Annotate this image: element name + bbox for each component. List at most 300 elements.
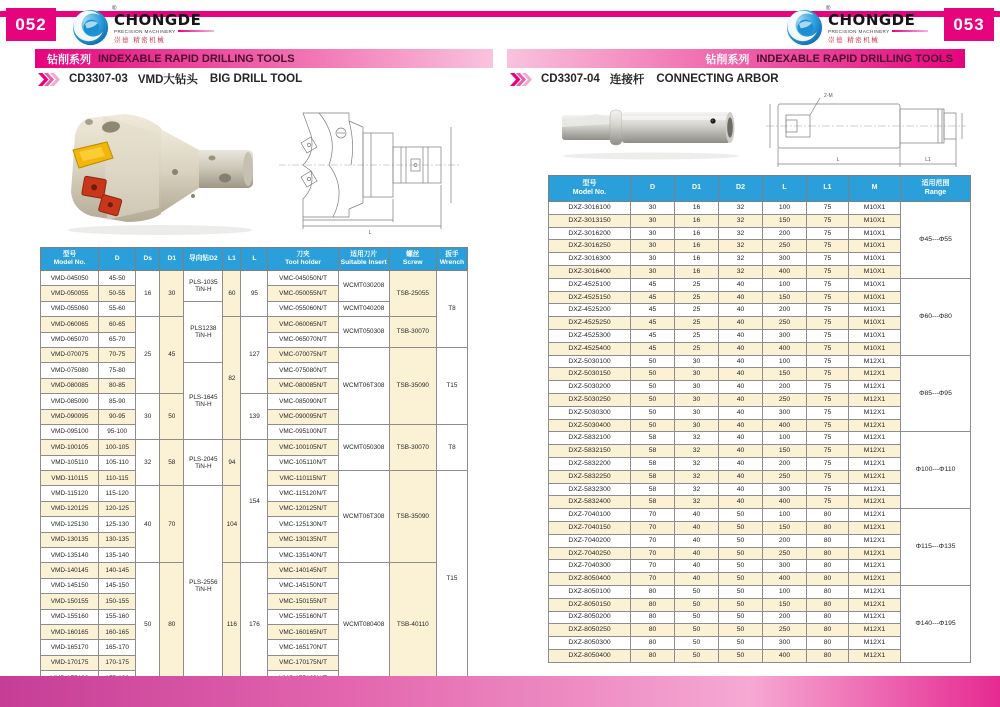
spec-cell: 30 xyxy=(631,253,675,266)
model-cell: DXZ-3016250 xyxy=(549,240,631,253)
brand-name-cn: 崇德 精密机械 xyxy=(114,37,166,45)
column-header: L1 xyxy=(807,176,849,202)
spec-cell: 16 xyxy=(675,227,719,240)
spec-cell: 16 xyxy=(675,214,719,227)
model-cell: DXZ-8050400 xyxy=(549,649,631,662)
series-label-cn: 钻削系列 xyxy=(47,53,91,66)
tool-holder-cell: VMC-170175N/T xyxy=(268,655,338,670)
table-row xyxy=(549,509,971,522)
spec-cell: 40 xyxy=(719,496,763,509)
spec-cell: 200 xyxy=(763,304,807,317)
spec-cell: 80 xyxy=(807,521,849,534)
d-cell: 160-165 xyxy=(99,624,136,639)
d-cell: 150-155 xyxy=(99,594,136,609)
page-number-left: 052 xyxy=(6,8,56,41)
spec-cell: 32 xyxy=(675,496,719,509)
spec-cell: M12X1 xyxy=(849,534,901,547)
spec-cell: 95 xyxy=(241,271,268,317)
model-cell: DXZ-4525100 xyxy=(549,278,631,291)
model-cell: DXZ-4525150 xyxy=(549,291,631,304)
spec-cell: M10X1 xyxy=(849,317,901,330)
brand-subtitle-text: PRECISION MACHINERY xyxy=(828,28,890,34)
series-label-en: INDEXABLE RAPID DRILLING TOOLS xyxy=(756,52,953,65)
d-cell: 115-120 xyxy=(99,486,136,501)
spec-cell: 200 xyxy=(763,457,807,470)
spec-cell: M10X1 xyxy=(849,214,901,227)
d-cell: 145-150 xyxy=(99,578,136,593)
brand-logo-text xyxy=(826,5,928,45)
spec-cell: M12X1 xyxy=(849,419,901,432)
spec-cell: 300 xyxy=(763,253,807,266)
spec-cell: PLS-2556 TiN-H xyxy=(184,486,223,686)
spec-cell: 200 xyxy=(763,381,807,394)
spec-cell: 75 xyxy=(807,445,849,458)
model-cell: DXZ-4525300 xyxy=(549,329,631,342)
spec-cell: M12X1 xyxy=(849,457,901,470)
spec-cell: 80 xyxy=(631,624,675,637)
d-cell: 70-75 xyxy=(99,347,136,362)
model-cell: VMD-145150 xyxy=(41,578,99,593)
spec-cell: 50 xyxy=(675,624,719,637)
brand-subtitle xyxy=(828,29,928,34)
table-row xyxy=(41,317,468,332)
section-title-left xyxy=(38,71,302,87)
spec-cell: 30 xyxy=(675,368,719,381)
spec-cell: 50 xyxy=(675,611,719,624)
spec-cell: 50 xyxy=(719,547,763,560)
spec-cell: 50 xyxy=(719,637,763,650)
series-bar-left xyxy=(35,49,493,68)
d-cell: 105-110 xyxy=(99,455,136,470)
spec-cell: 50 xyxy=(719,509,763,522)
column-header: 型号 Model No. xyxy=(41,248,99,271)
spec-cell: 150 xyxy=(763,214,807,227)
spec-cell: 200 xyxy=(763,611,807,624)
spec-cell: 250 xyxy=(763,624,807,637)
spec-cell: 176 xyxy=(241,563,268,686)
model-cell: DXZ-5030400 xyxy=(549,419,631,432)
spec-cell: 32 xyxy=(675,432,719,445)
model-cell: DXZ-7040200 xyxy=(549,534,631,547)
model-cell: DXZ-3016300 xyxy=(549,253,631,266)
spec-cell: M10X1 xyxy=(849,291,901,304)
spec-cell: M10X1 xyxy=(849,278,901,291)
spec-cell: 45 xyxy=(631,329,675,342)
tool-holder-cell: VMC-065070N/T xyxy=(268,332,338,347)
spec-cell: 25 xyxy=(136,317,160,394)
spec-cell: 30 xyxy=(160,271,184,317)
spec-cell: 25 xyxy=(675,278,719,291)
spec-cell: M10X1 xyxy=(849,227,901,240)
spec-cell: 40 xyxy=(719,368,763,381)
spec-cell: 30 xyxy=(631,265,675,278)
d-cell: 140-145 xyxy=(99,563,136,578)
model-cell: DXZ-3013150 xyxy=(549,214,631,227)
spec-cell: 80 xyxy=(631,611,675,624)
model-cell: DXZ-5030150 xyxy=(549,368,631,381)
column-header: 扳手 Wrench xyxy=(436,248,467,271)
spec-cell: M10X1 xyxy=(849,304,901,317)
spec-cell: T15 xyxy=(436,471,467,686)
spec-cell: 50 xyxy=(719,521,763,534)
column-header: L xyxy=(763,176,807,202)
spec-cell: 80 xyxy=(807,547,849,560)
spec-cell: T8 xyxy=(436,424,467,470)
spec-cell: 300 xyxy=(763,483,807,496)
spec-cell: 70 xyxy=(631,534,675,547)
spec-cell: 400 xyxy=(763,649,807,662)
tool-holder-cell: VMC-085090N/T xyxy=(268,394,338,409)
spec-cell: 75 xyxy=(807,406,849,419)
tool-holder-cell: VMC-105110N/T xyxy=(268,455,338,470)
spec-cell: 300 xyxy=(763,637,807,650)
model-cell: DXZ-5030100 xyxy=(549,355,631,368)
d-cell: 125-130 xyxy=(99,517,136,532)
spec-cell: 80 xyxy=(807,509,849,522)
section-title-right xyxy=(510,71,779,87)
spec-cell: 70 xyxy=(631,560,675,573)
connecting-arbor-photo xyxy=(556,100,751,162)
product-code: CD3307-04 xyxy=(541,73,600,85)
spec-cell: WCMT080408 xyxy=(338,563,389,686)
model-cell: DXZ-4525400 xyxy=(549,342,631,355)
spec-cell: M10X1 xyxy=(849,253,901,266)
spec-cell: 70 xyxy=(631,547,675,560)
tool-holder-cell: VMC-090095N/T xyxy=(268,409,338,424)
spec-cell: 75 xyxy=(807,265,849,278)
spec-cell: 16 xyxy=(675,265,719,278)
spec-cell: 75 xyxy=(807,381,849,394)
model-cell: DXZ-3016100 xyxy=(549,202,631,215)
spec-cell: 80 xyxy=(807,573,849,586)
spec-cell: 16 xyxy=(675,253,719,266)
spec-cell: 50 xyxy=(719,649,763,662)
spec-cell: 104 xyxy=(223,486,241,563)
spec-cell: 45 xyxy=(631,317,675,330)
model-cell: VMD-140145 xyxy=(41,563,99,578)
spec-cell: 300 xyxy=(763,329,807,342)
spec-cell: 400 xyxy=(763,496,807,509)
d-cell: 120-125 xyxy=(99,501,136,516)
spec-cell: 25 xyxy=(675,342,719,355)
registered-mark: ® xyxy=(112,5,117,12)
chongde-globe-icon xyxy=(72,9,109,46)
model-cell: VMD-170175 xyxy=(41,655,99,670)
product-code: CD3307-03 xyxy=(69,73,128,85)
model-cell: VMD-075080 xyxy=(41,363,99,378)
spec-cell: 40 xyxy=(719,432,763,445)
model-cell: VMD-130135 xyxy=(41,532,99,547)
spec-cell: 75 xyxy=(807,202,849,215)
column-header: 螺丝 Screw xyxy=(389,248,436,271)
spec-cell: M12X1 xyxy=(849,547,901,560)
spec-cell: 40 xyxy=(675,560,719,573)
d-cell: 80-85 xyxy=(99,378,136,393)
spec-cell: 40 xyxy=(719,381,763,394)
tool-holder-cell: VMC-155160N/T xyxy=(268,609,338,624)
spec-cell: 70 xyxy=(631,509,675,522)
spec-cell: PLS-1035 TiN-H xyxy=(184,271,223,302)
d-cell: 85-90 xyxy=(99,394,136,409)
tool-holder-cell: VMC-125130N/T xyxy=(268,517,338,532)
tool-holder-cell: VMC-130135N/T xyxy=(268,532,338,547)
spec-cell: TSB-40110 xyxy=(389,563,436,686)
spec-cell: 200 xyxy=(763,227,807,240)
table-body xyxy=(549,202,971,663)
spec-cell: 150 xyxy=(763,368,807,381)
spec-cell: 400 xyxy=(763,265,807,278)
column-header: 导向钻D2 xyxy=(184,248,223,271)
model-cell: VMD-090095 xyxy=(41,409,99,424)
spec-cell: 40 xyxy=(719,304,763,317)
spec-cell: 150 xyxy=(763,445,807,458)
spec-cell: 50 xyxy=(719,585,763,598)
range-cell: Φ100---Φ110 xyxy=(901,432,971,509)
model-cell: DXZ-7040100 xyxy=(549,509,631,522)
model-cell: DXZ-7040150 xyxy=(549,521,631,534)
model-cell: VMD-135140 xyxy=(41,548,99,563)
spec-cell: 75 xyxy=(807,304,849,317)
column-header: L1 xyxy=(223,248,241,271)
spec-cell: 50 xyxy=(631,419,675,432)
brand-logo-text xyxy=(112,5,214,45)
series-label-cn: 钻削系列 xyxy=(705,53,750,66)
spec-cell: 80 xyxy=(807,598,849,611)
spec-cell: 200 xyxy=(763,534,807,547)
spec-cell: 100 xyxy=(763,355,807,368)
spec-cell: 75 xyxy=(807,355,849,368)
spec-cell: 58 xyxy=(631,496,675,509)
spec-cell: M12X1 xyxy=(849,432,901,445)
spec-cell: 75 xyxy=(807,368,849,381)
d-cell: 155-160 xyxy=(99,609,136,624)
model-cell: VMD-065070 xyxy=(41,332,99,347)
spec-cell: 32 xyxy=(675,483,719,496)
model-cell: VMD-080085 xyxy=(41,378,99,393)
spec-cell: 250 xyxy=(763,240,807,253)
spec-cell: 94 xyxy=(223,440,241,486)
spec-cell: 250 xyxy=(763,470,807,483)
spec-cell: 150 xyxy=(763,291,807,304)
spec-cell: 50 xyxy=(719,560,763,573)
spec-cell: 58 xyxy=(631,470,675,483)
model-cell: VMD-055060 xyxy=(41,301,99,316)
triple-chevron-icon xyxy=(38,73,60,86)
spec-cell: 40 xyxy=(675,534,719,547)
d-cell: 90-95 xyxy=(99,409,136,424)
brand-logo-left xyxy=(72,4,214,50)
brand-subtitle xyxy=(114,29,214,34)
spec-cell: TSB-30070 xyxy=(389,424,436,470)
spec-cell: 32 xyxy=(719,265,763,278)
model-cell: DXZ-8050100 xyxy=(549,585,631,598)
column-header: M xyxy=(849,176,901,202)
spec-cell: TSB-25055 xyxy=(389,271,436,317)
spec-cell: M12X1 xyxy=(849,560,901,573)
model-cell: DXZ-4525250 xyxy=(549,317,631,330)
spec-cell: 40 xyxy=(675,573,719,586)
spec-cell: WCMT030208 xyxy=(338,271,389,302)
product-name-cn: VMD大钻头 xyxy=(137,74,198,86)
spec-cell: M12X1 xyxy=(849,406,901,419)
spec-cell: 116 xyxy=(223,563,241,686)
model-cell: DXZ-5832100 xyxy=(549,432,631,445)
spec-cell: 16 xyxy=(675,202,719,215)
d-cell: 60-65 xyxy=(99,317,136,332)
spec-cell: 16 xyxy=(136,271,160,317)
spec-cell: 32 xyxy=(719,214,763,227)
table-header-row xyxy=(549,176,971,202)
d-cell: 75-80 xyxy=(99,363,136,378)
column-header: 适用范围 Range xyxy=(901,176,971,202)
spec-cell: 30 xyxy=(675,393,719,406)
model-cell: VMD-105110 xyxy=(41,455,99,470)
spec-cell: 80 xyxy=(631,649,675,662)
spec-cell: 150 xyxy=(763,521,807,534)
model-cell: DXZ-8050300 xyxy=(549,637,631,650)
model-cell: DXZ-3016200 xyxy=(549,227,631,240)
spec-cell: 58 xyxy=(631,432,675,445)
spec-cell: 30 xyxy=(675,355,719,368)
spec-cell: 30 xyxy=(631,227,675,240)
spec-cell: 100 xyxy=(763,585,807,598)
spec-cell: 30 xyxy=(136,394,160,440)
tool-holder-cell: VMC-055060N/T xyxy=(268,301,338,316)
spec-cell: 50 xyxy=(631,393,675,406)
table-row xyxy=(549,355,971,368)
model-cell: DXZ-8050250 xyxy=(549,624,631,637)
spec-cell: PLS-1645 TiN-H xyxy=(184,363,223,440)
spec-cell: 40 xyxy=(719,406,763,419)
d-cell: 55-60 xyxy=(99,301,136,316)
model-cell: DXZ-7040300 xyxy=(549,560,631,573)
brand-name: CHONGDE xyxy=(114,10,202,29)
spec-cell: 40 xyxy=(719,483,763,496)
tool-holder-cell: VMC-075080N/T xyxy=(268,363,338,378)
tool-holder-cell: VMC-100105N/T xyxy=(268,440,338,455)
spec-cell: 300 xyxy=(763,560,807,573)
table-body xyxy=(41,271,468,687)
spec-cell: 50 xyxy=(631,406,675,419)
spec-cell: M12X1 xyxy=(849,368,901,381)
tool-holder-cell: VMC-045050N/T xyxy=(268,271,338,286)
spec-cell: M12X1 xyxy=(849,521,901,534)
spec-cell: 40 xyxy=(719,342,763,355)
spec-cell: 80 xyxy=(807,649,849,662)
spec-cell: 50 xyxy=(719,573,763,586)
d-cell: 165-170 xyxy=(99,640,136,655)
range-cell: Φ85---Φ95 xyxy=(901,355,971,432)
product-name-cn: 连接杆 xyxy=(609,74,645,86)
spec-cell: 32 xyxy=(719,240,763,253)
spec-cell: 150 xyxy=(763,598,807,611)
model-cell: DXZ-5030200 xyxy=(549,381,631,394)
model-cell: VMD-115120 xyxy=(41,486,99,501)
spec-cell: 50 xyxy=(675,637,719,650)
spec-cell: M12X1 xyxy=(849,470,901,483)
spec-cell: 30 xyxy=(631,214,675,227)
spec-cell: 139 xyxy=(241,394,268,440)
spec-cell: 32 xyxy=(719,253,763,266)
range-cell: Φ115---Φ135 xyxy=(901,509,971,586)
spec-cell: 45 xyxy=(160,317,184,394)
spec-cell: 75 xyxy=(807,214,849,227)
spec-cell: 32 xyxy=(719,202,763,215)
spec-cell: M12X1 xyxy=(849,496,901,509)
spec-cell: 250 xyxy=(763,393,807,406)
spec-cell: 75 xyxy=(807,393,849,406)
series-bar-right xyxy=(507,49,965,68)
d-cell: 130-135 xyxy=(99,532,136,547)
spec-cell: 60 xyxy=(223,271,241,317)
spec-cell: T15 xyxy=(436,347,467,424)
spec-cell: 40 xyxy=(719,470,763,483)
spec-cell: 25 xyxy=(675,329,719,342)
spec-cell: 50 xyxy=(719,624,763,637)
tool-holder-cell: VMC-160165N/T xyxy=(268,624,338,639)
spec-cell: 75 xyxy=(807,496,849,509)
model-cell: VMD-165170 xyxy=(41,640,99,655)
model-cell: DXZ-8050400 xyxy=(549,573,631,586)
model-cell: DXZ-5030250 xyxy=(549,393,631,406)
registered-mark: ® xyxy=(826,5,831,12)
column-header: D1 xyxy=(675,176,719,202)
d-cell: 50-55 xyxy=(99,286,136,301)
model-cell: DXZ-3016400 xyxy=(549,265,631,278)
triple-chevron-icon xyxy=(510,73,532,86)
series-label-en: INDEXABLE RAPID DRILLING TOOLS xyxy=(98,52,295,65)
column-header: 刀夹 Tool holder xyxy=(268,248,338,271)
spec-cell: 30 xyxy=(631,240,675,253)
connecting-arbor-spec-table xyxy=(548,175,971,663)
spec-cell: 75 xyxy=(807,329,849,342)
spec-cell: 154 xyxy=(241,440,268,563)
model-cell: VMD-110115 xyxy=(41,471,99,486)
tool-holder-cell: VMC-095100N/T xyxy=(268,424,338,439)
spec-cell: 16 xyxy=(675,240,719,253)
table-row xyxy=(549,202,971,215)
spec-cell: 40 xyxy=(675,509,719,522)
spec-cell: 30 xyxy=(675,406,719,419)
spec-cell: 40 xyxy=(719,329,763,342)
dim-label-length: L xyxy=(368,230,372,236)
spec-cell: 250 xyxy=(763,317,807,330)
table-header-row xyxy=(41,248,468,271)
column-header: D1 xyxy=(160,248,184,271)
spec-cell: 50 xyxy=(719,598,763,611)
d-cell: 65-70 xyxy=(99,332,136,347)
spec-cell: 70 xyxy=(631,573,675,586)
spec-cell: M10X1 xyxy=(849,329,901,342)
spec-cell: WCMT050308 xyxy=(338,317,389,348)
tool-holder-cell: VMC-070075N/T xyxy=(268,347,338,362)
d-cell: 100-105 xyxy=(99,440,136,455)
spec-cell: 30 xyxy=(675,419,719,432)
model-cell: VMD-095100 xyxy=(41,424,99,439)
d-cell: 110-115 xyxy=(99,471,136,486)
spec-cell: WCMT06T308 xyxy=(338,471,389,563)
model-cell: VMD-100105 xyxy=(41,440,99,455)
spec-cell: M12X1 xyxy=(849,585,901,598)
spec-cell: 80 xyxy=(160,563,184,686)
tool-holder-cell: VMC-115120N/T xyxy=(268,486,338,501)
column-header: D xyxy=(631,176,675,202)
spec-cell: 50 xyxy=(675,649,719,662)
spec-cell: M12X1 xyxy=(849,355,901,368)
column-header: 适用刀片 Suitable Insert xyxy=(338,248,389,271)
model-cell: VMD-125130 xyxy=(41,517,99,532)
spec-cell: 250 xyxy=(763,547,807,560)
